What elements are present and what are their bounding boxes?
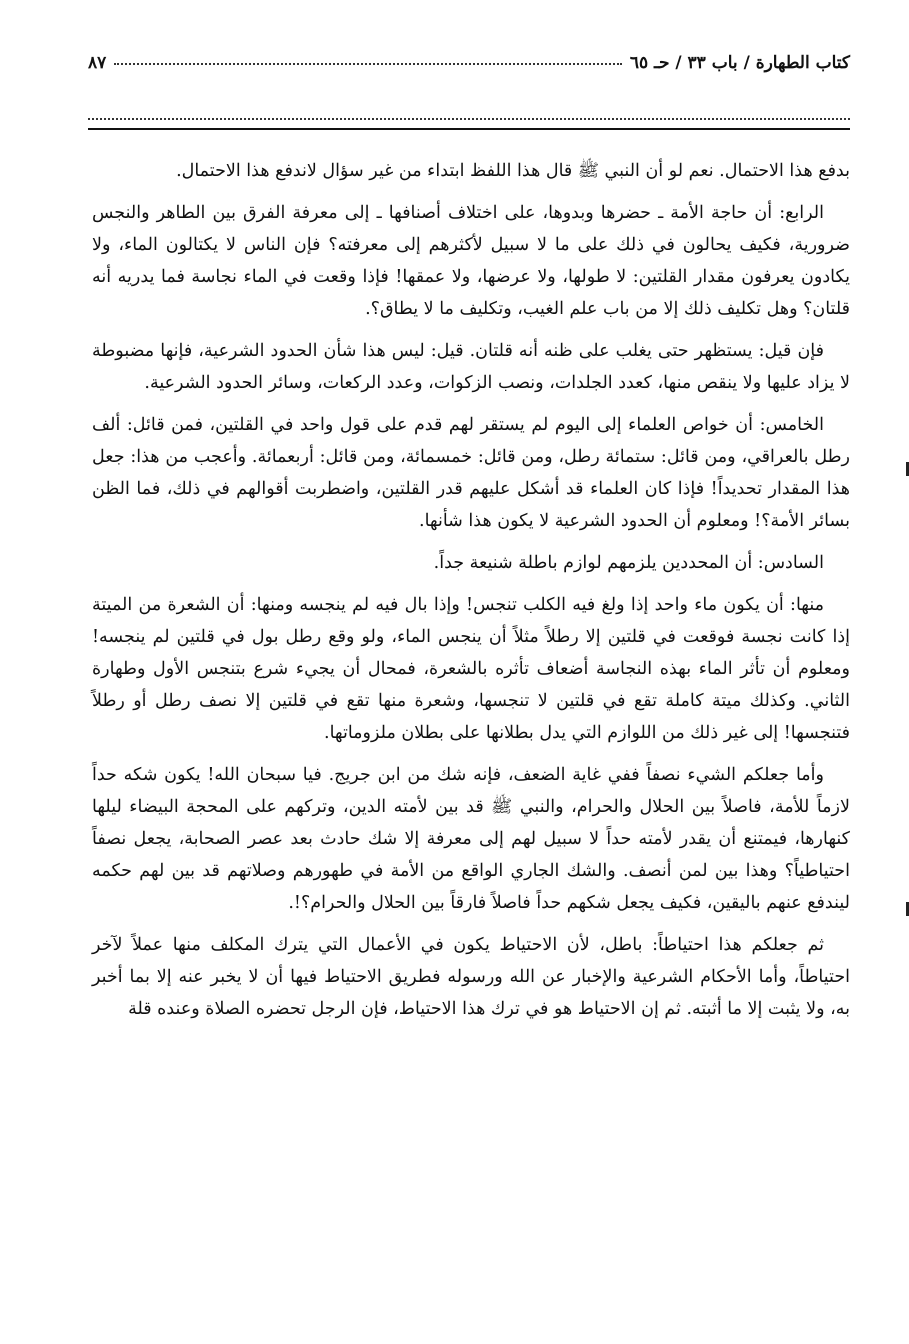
solid-rule [88, 128, 850, 130]
body-text [92, 155, 850, 1035]
paragraph: منها: أن يكون ماء واحد إذا ولغ فيه الكلب تنجس! وإذا بال فيه لم ينجسه ومنها: أن الشعرة من الميتة إذا كانت نجسة فوقعت في قلتين إلا رطلاً مثلاً أن ينجس الماء، ولو وقع رطل بول في قلتين لم ينجسه! ومعلوم أن تأثر الماء بهذه النجاسة أضعاف تأثره بالشعرة، فمحال أن يجيء شرع بتنجس الأول وطهارة الثاني. وكذلك ميتة كاملة تقع في قلتين لا تنجسها، وشعرة منها تقع في قلتين إلا نصف رطل أو رطلاً فتنجسها! إلى غير ذلك من اللوازم التي يدل بطلانها على بطلان ملزوماتها. [92, 595, 850, 743]
paragraph: بدفع هذا الاحتمال. نعم لو أن النبي ﷺ قال هذا اللفظ ابتداء من غير سؤال لاندفع هذا الاحتمال. [176, 161, 850, 181]
page-number: ٨٧ [88, 53, 107, 73]
dotted-rule [88, 118, 850, 120]
paragraph: ثم جعلكم هذا احتياطاً: باطل، لأن الاحتياط يكون في الأعمال التي يترك المكلف منها عملاً لآخر احتياطاً، وأما الأحكام الشرعية والإخبار عن الله ورسوله فطريق الاحتياط فيها أن لا يخبر عنه إلا بما أخبر به، ولا يثبت إلا ما أثبته. ثم إن الاحتياط هو في ترك هذا الاحتياط، فإن الرجل تحضره الصلاة وعنده قلة [92, 935, 850, 1019]
paragraph: فإن قيل: يستظهر حتى يغلب على ظنه أنه قلتان. قيل: ليس هذا شأن الحدود الشرعية، فإنها مضبوطة لا يزاد عليها ولا ينقص منها، كعدد الجلدات، ونصب الزكوات، وعدد الركعات، وسائر الحدود الشرعية. [92, 341, 850, 393]
running-header [88, 48, 850, 78]
paragraph: السادس: أن المحددين يلزمهم لوازم باطلة شنيعة جداً. [433, 553, 824, 573]
paragraph: وأما جعلكم الشيء نصفاً ففي غاية الضعف، فإنه شك من ابن جريج. فيا سبحان الله! يكون شكه حداً لازماً للأمة، فاصلاً بين الحلال والحرام، والنبي ﷺ قد بين لأمته الدين، وتركهم على المحجة البيضاء ليلها كنهارها، فيمتنع أن يقدر لأمته حداً لا سبيل لهم إلى معرفة إلا شك حادث بعد عصر الصحابة، يجعل نصفاً احتياطياً؟ وهذا بين لمن أنصف. والشك الجاري الواقع من الأمة في طهورهم وصلاتهم قد بين لهم حكمه ليندفع عنهم باليقين، فكيف يجعل شكهم حداً فاصلاً فارقاً بين الحلال والحرام؟!. [92, 765, 850, 913]
paragraph: الرابع: أن حاجة الأمة ـ حضرها وبدوها، على اختلاف أصنافها ـ إلى معرفة الفرق بين الطاهر والنجس ضرورية، فكيف يحالون في ذلك على ما لا سبيل لأكثرهم إلى معرفته؟ فإن الناس لا يكتالون الماء، ولا يكادون يعرفون مقدار القلتين: لا طولها، ولا عرضها، ولا عمقها! فإذا وقعت في الماء نجاسة فما يدريه أنه قلتان؟ وهل تكليف ذلك إلا من باب علم الغيب، وتكليف ما لا يطاق؟. [92, 203, 850, 319]
header-separator [88, 118, 850, 130]
header-dot-leader [114, 62, 622, 65]
chapter-title: كتاب الطهارة / باب ٣٣ / حـ ٦٥ [629, 53, 850, 73]
paragraph: الخامس: أن خواص العلماء إلى اليوم لم يستقر لهم قدم على قول واحد في القلتين، فمن قائل: ألف رطل بالعراقي، ومن قائل: ستمائة رطل، ومن قائل: خمسمائة، ومن قائل: أربعمائة. وأعجب من هذا: جعل هذا المقدار تحديداً! فإذا كان العلماء قد أشكل عليهم قدر القلتين، واضطربت أقوالهم في ذلك، فما الظن بسائر الأمة؟! ومعلوم أن الحدود الشرعية لا يكون هذا شأنها. [92, 415, 850, 531]
